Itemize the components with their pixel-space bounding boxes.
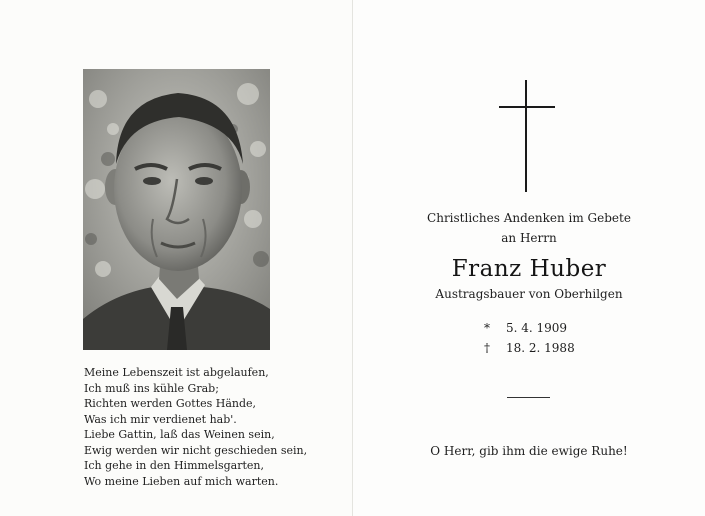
poem-line: Ich muß ins kühle Grab;: [84, 381, 219, 395]
cross-vertical-bar: [525, 80, 527, 192]
deceased-occupation: Austragsbauer von Oberhilgen: [435, 287, 623, 301]
birth-date: 5. 4. 1909: [506, 321, 568, 335]
poem-line: Ewig werden wir nicht geschieden sein,: [84, 443, 308, 457]
cross-horizontal-bar: [499, 106, 555, 108]
birth-star-icon: *: [484, 321, 490, 335]
deceased-name: Franz Huber: [451, 256, 607, 282]
poem-line: Wo meine Lieben auf mich warten.: [84, 474, 279, 488]
poem-line: Liebe Gattin, laß das Weinen sein,: [84, 428, 275, 441]
poem-line: Ich gehe in den Himmelsgarten,: [84, 459, 264, 472]
poem-line: Richten werden Gottes Hände,: [84, 397, 257, 410]
blessing: O Herr, gib ihm die ewige Ruhe!: [430, 444, 628, 458]
birth-date-row: [484, 318, 575, 338]
memorial-poem: [84, 365, 346, 489]
death-dagger-icon: †: [484, 341, 490, 355]
intro-line: Christliches Andenken im Gebete: [427, 211, 631, 225]
death-date: 18. 2. 1988: [506, 341, 575, 355]
divider: [507, 397, 550, 398]
portrait-photo: [83, 69, 270, 350]
poem-line: Was ich mir verdienet hab'.: [84, 412, 237, 426]
poem-line: Meine Lebenszeit ist abgelaufen,: [84, 366, 269, 379]
death-date-row: [484, 338, 575, 358]
life-dates: [484, 318, 575, 358]
cross-icon: [499, 80, 555, 192]
intro-line-recipient: an Herrn: [501, 231, 557, 245]
